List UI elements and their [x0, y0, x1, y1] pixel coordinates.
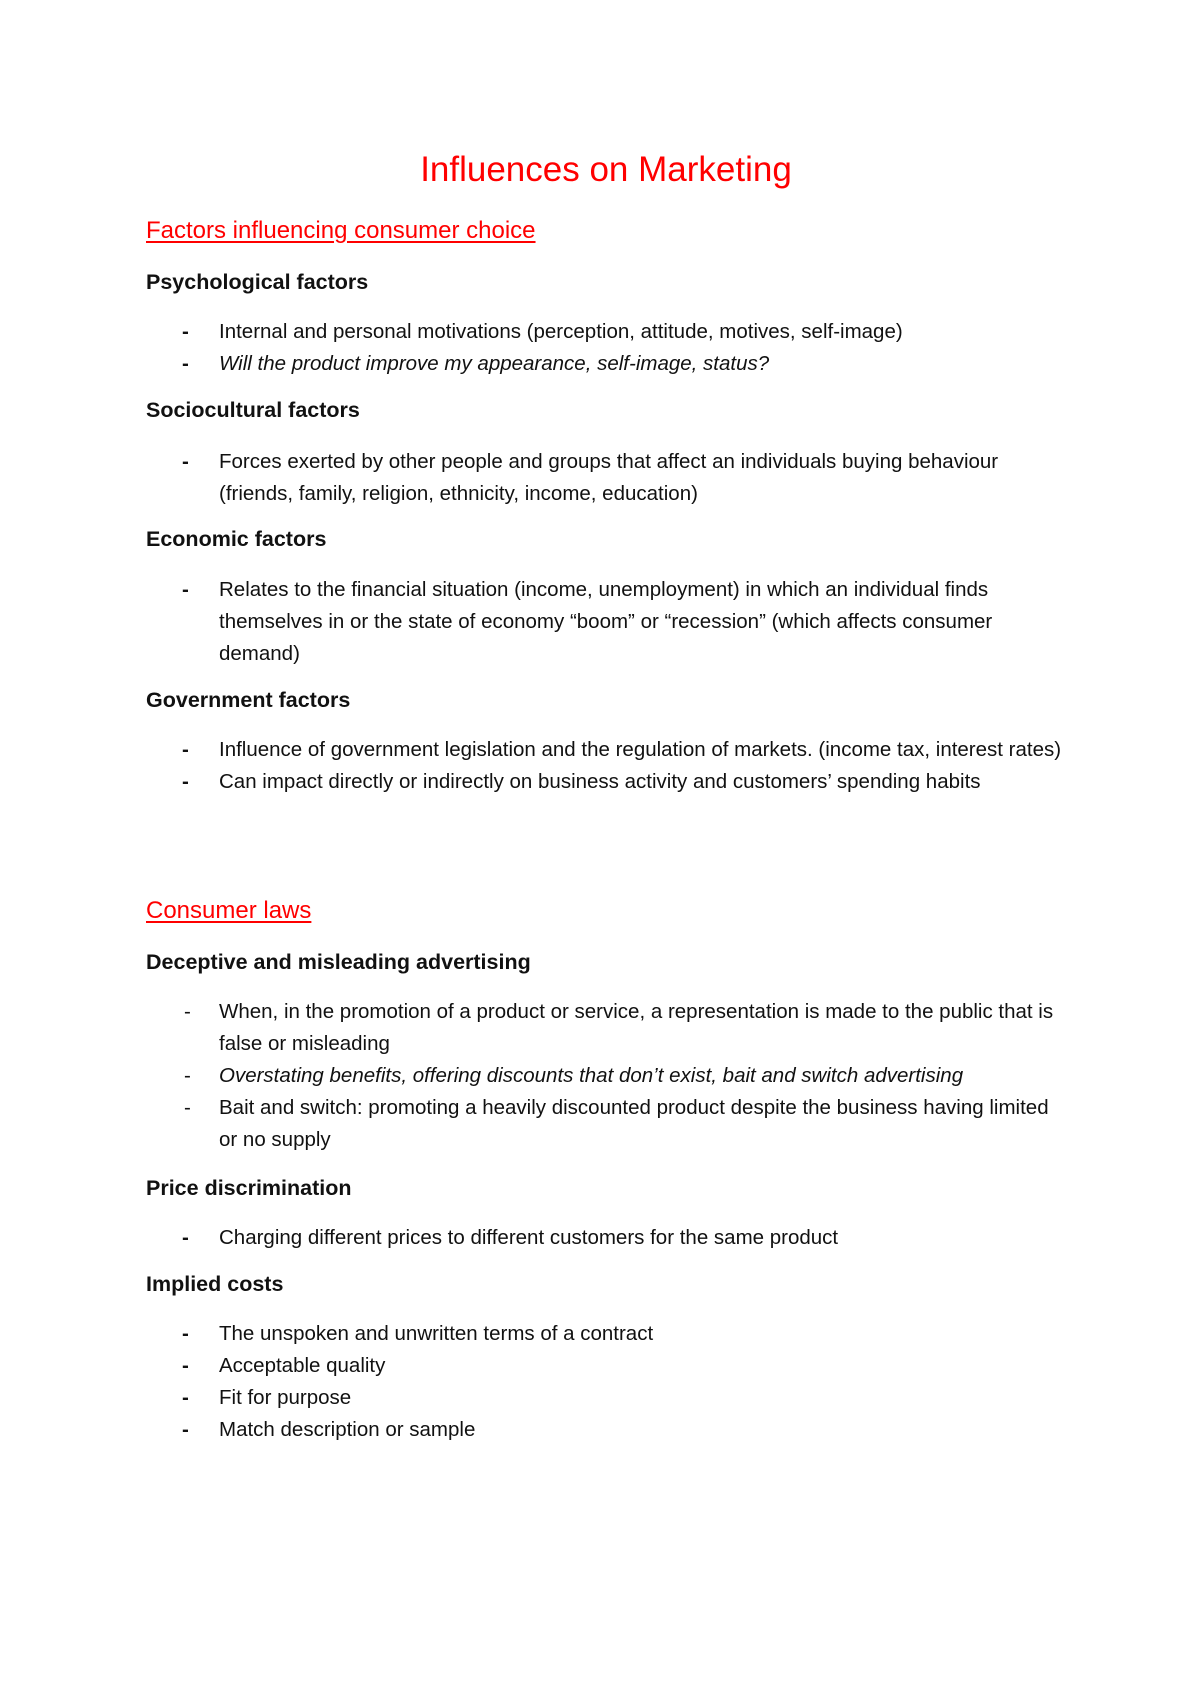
subheading-government-factors: Government factors	[146, 688, 351, 712]
list-item: - Fit for purpose	[146, 1382, 1066, 1414]
list-item: - Charging different prices to different customers for the same product	[146, 1222, 1066, 1254]
list-item: - Acceptable quality	[146, 1350, 1066, 1382]
section-heading-consumer-choice: Factors influencing consumer choice	[146, 217, 536, 244]
bullet-dash: -	[184, 1064, 191, 1087]
bullet-dash: -	[182, 770, 189, 793]
bullet-dash: -	[184, 1096, 191, 1119]
list-item: - Relates to the financial situation (income, unemployment) in which an individual finds themselves in or the state of economy “boom” or “recession” (which affects consumer demand)	[146, 574, 1066, 670]
page-title: Influences on Marketing	[420, 150, 792, 189]
bullet-dash: -	[182, 1386, 189, 1409]
bullet-dash: -	[182, 1226, 189, 1249]
bullet-list-implied-costs	[146, 1318, 1066, 1446]
section-heading-consumer-laws: Consumer laws	[146, 897, 312, 924]
subheading-price-discrimination: Price discrimination	[146, 1176, 352, 1200]
subheading-economic-factors: Economic factors	[146, 527, 327, 551]
bullet-dash: -	[182, 1354, 189, 1377]
subheading-deceptive-advertising: Deceptive and misleading advertising	[146, 950, 531, 974]
subheading-implied-costs: Implied costs	[146, 1272, 284, 1296]
bullet-list-deceptive-advertising	[146, 996, 1066, 1156]
list-item: - Overstating benefits, offering discounts that don’t exist, bait and switch advertising	[146, 1060, 1066, 1092]
list-item: - When, in the promotion of a product or service, a representation is made to the public that is false or misleading	[146, 996, 1066, 1060]
list-item: - Can impact directly or indirectly on business activity and customers’ spending habits	[146, 766, 1066, 798]
bullet-dash: -	[184, 1000, 191, 1023]
bullet-dash: -	[182, 738, 189, 761]
list-item: - Bait and switch: promoting a heavily discounted product despite the business having limited or no supply	[146, 1092, 1066, 1156]
bullet-list-economic	[146, 574, 1066, 670]
list-item: - Forces exerted by other people and groups that affect an individuals buying behaviour (friends, family, religion, ethnicity, income, education)	[146, 446, 1066, 510]
list-item: - Will the product improve my appearance, self-image, status?	[146, 348, 1066, 380]
list-item: - Internal and personal motivations (perception, attitude, motives, self-image)	[146, 316, 1066, 348]
bullet-list-government	[146, 734, 1066, 798]
bullet-dash: -	[182, 320, 189, 343]
bullet-list-psychological	[146, 316, 1066, 380]
bullet-dash: -	[182, 1322, 189, 1345]
subheading-sociocultural-factors: Sociocultural factors	[146, 398, 360, 422]
subheading-psychological-factors: Psychological factors	[146, 270, 369, 294]
bullet-dash: -	[182, 352, 189, 375]
bullet-dash: -	[182, 1418, 189, 1441]
bullet-list-sociocultural	[146, 446, 1066, 510]
list-item: - The unspoken and unwritten terms of a contract	[146, 1318, 1066, 1350]
list-item: - Influence of government legislation and the regulation of markets. (income tax, interest rates)	[146, 734, 1066, 766]
bullet-dash: -	[182, 578, 189, 601]
bullet-dash: -	[182, 450, 189, 473]
bullet-list-price-discrimination	[146, 1222, 1066, 1254]
list-item: - Match description or sample	[146, 1414, 1066, 1446]
